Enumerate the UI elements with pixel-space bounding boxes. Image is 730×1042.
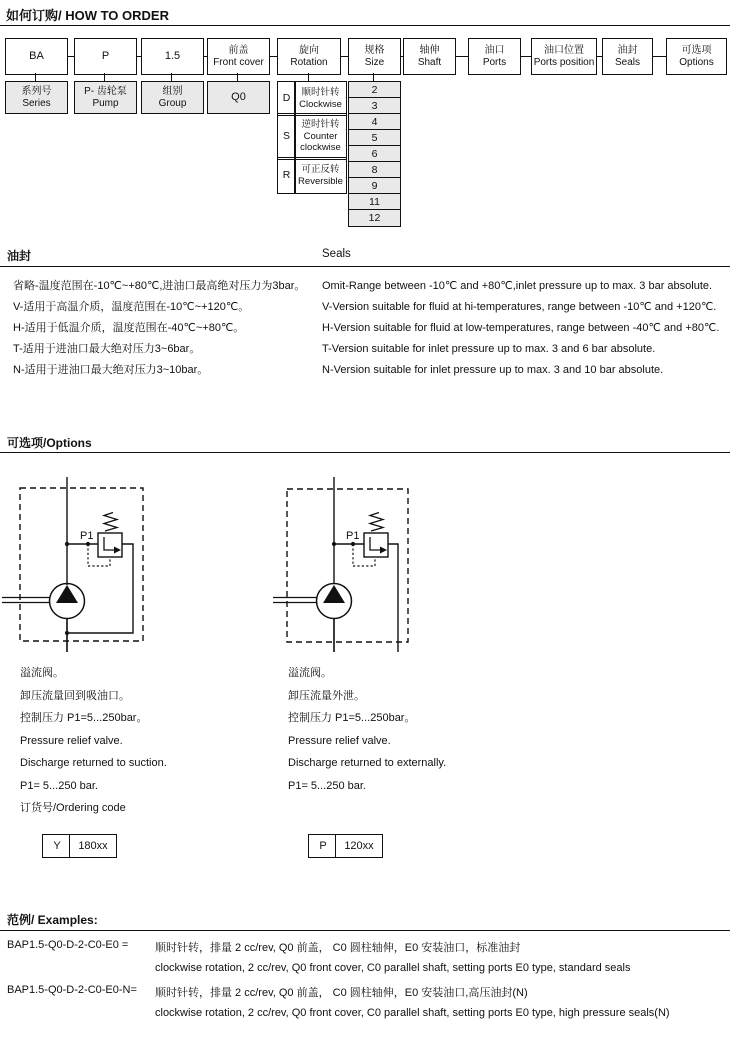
flow-connector: [67, 56, 74, 57]
ordering-code-value-right: 120xx: [335, 834, 383, 858]
flow-connector: [203, 56, 207, 57]
ordering-code-prefix-right: P: [308, 834, 338, 858]
flow-connector: [400, 56, 403, 57]
example-cn-desc: 顺时针转，排量 2 cc/rev, Q0 前盖， C0 圆柱轴伸，E0 安装油口，标准油封: [155, 942, 521, 954]
spring-icon: [104, 513, 117, 532]
flow-connector: [269, 56, 277, 57]
example-code: BAP1.5-Q0-D-2-C0-E0 =: [7, 939, 129, 951]
flow-connector: [596, 56, 602, 57]
size-item: 3: [348, 97, 401, 115]
rotation-code-s: S: [277, 113, 296, 160]
discharge-external-line: [388, 544, 398, 652]
ordering-code-value-left: 180xx: [69, 834, 117, 858]
flow-box-pump: P: [74, 38, 137, 75]
flow-tick: [35, 73, 36, 81]
example-en-desc: clockwise rotation, 2 cc/rev, Q0 front cover, C0 parallel shaft, setting ports E0 type, high pressure seals(N): [155, 1007, 670, 1019]
flow-connector: [136, 56, 141, 57]
size-item: 9: [348, 177, 401, 195]
examples-header: 范例/ Examples:: [7, 913, 98, 927]
flow-tick: [104, 73, 105, 81]
seals-en-text: Omit-Range between -10℃ and +80℃,inlet pressure up to max. 3 bar absolute. V-Version suitable for fluid at hi-temperatures, range between -10℃ and +120℃. H-Version suitable for fluid at low-temperatures, range between -40℃ and +80℃. T-Version suitable for inlet pressure up to max. 3 and 6 bar absolute. N-Version suitable for inlet pressure up to max. 3 and 10 bar absolute.: [322, 280, 720, 376]
options-right-text: 溢流阀。 卸压流量外泄。 控制压力 P1=5...250bar。 Pressure relief valve. Discharge returned to externally. P1= 5...250 bar.: [288, 667, 447, 792]
junction-dot: [86, 542, 90, 546]
flow-box-shaft: 轴伸 Shaft: [403, 38, 456, 75]
seals-header-en: Seals: [322, 248, 351, 260]
options-header: 可选项/Options: [7, 436, 92, 450]
options-left-text: 溢流阀。 卸压流量回到吸油口。 控制压力 P1=5...250bar。 Pressure relief valve. Discharge returned to suction. P1= 5...250 bar. 订货号/Ordering code: [20, 667, 167, 814]
seals-cn-text: 省略-温度范围在-10℃~+80℃,进油口最高绝对压力为3bar。 V-适用于高温介质，温度范围在-10℃~+120℃。 H-适用于低温介质，温度范围在-40℃~+80℃。 T-适用于进油口最大绝对压力3~6bar。 N-适用于进油口最大绝对压力3~10bar。: [13, 280, 306, 376]
rotation-code-r: R: [277, 157, 296, 194]
size-item: 6: [348, 145, 401, 163]
junction-dot: [65, 542, 69, 546]
circuit-diagram-suction: [0, 473, 170, 658]
example-cn-desc: 顺时针转，排量 2 cc/rev, Q0 前盖， C0 圆柱轴伸，E0 安装油口,高压油封(N): [155, 987, 528, 999]
relief-valve-icon: [364, 533, 388, 557]
size-item: 4: [348, 113, 401, 131]
size-item: 11: [348, 193, 401, 211]
rotation-desc-s: 逆时针转 Counter clockwise: [294, 113, 347, 160]
flow-box-group: 1.5: [141, 38, 204, 75]
page-title: 如何订购/ HOW TO ORDER: [6, 8, 169, 23]
flow-tick: [171, 73, 172, 81]
relief-valve-icon: [98, 533, 122, 557]
size-item: 8: [348, 161, 401, 179]
rotation-code-d: D: [277, 81, 296, 116]
flow-box-ports: 油口 Ports: [468, 38, 521, 75]
size-item: 12: [348, 209, 401, 227]
flow-sub-front-cover-value: Q0: [207, 81, 270, 114]
seals-divider: [0, 266, 730, 267]
flow-connector: [340, 56, 348, 57]
size-item: 2: [348, 81, 401, 99]
flow-sub-pump: P- 齿轮泵 Pump: [74, 81, 137, 114]
rotation-desc-d: 顺时针转 Clockwise: [294, 81, 347, 116]
flow-connector: [652, 56, 666, 57]
examples-divider: [0, 930, 730, 931]
p1-label: P1: [80, 530, 94, 542]
flow-box-front-cover: 前盖 Front cover: [207, 38, 270, 75]
pump-boundary-dashed: [287, 489, 408, 642]
junction-dot: [332, 542, 336, 546]
example-code: BAP1.5-Q0-D-2-C0-E0-N=: [7, 984, 137, 996]
flow-connector: [520, 56, 531, 57]
flow-box-rotation: 旋向 Rotation: [277, 38, 341, 75]
flow-box-ports-position: 油口位置 Ports position: [531, 38, 597, 75]
pump-boundary-dashed: [20, 488, 143, 641]
flow-connector: [455, 56, 468, 57]
options-divider: [0, 452, 730, 453]
flow-box-series: BA: [5, 38, 68, 75]
circuit-diagram-external: [268, 473, 438, 658]
flow-tick: [373, 73, 374, 81]
title-divider: [0, 25, 730, 26]
flow-tick: [237, 73, 238, 81]
flow-sub-group: 组别 Group: [141, 81, 204, 114]
junction-dot: [351, 542, 355, 546]
flow-sub-series: 系列号 Series: [5, 81, 68, 114]
rotation-desc-r: 可正反转 Reversible: [294, 157, 347, 194]
size-item: 5: [348, 129, 401, 147]
flow-box-size: 规格 Size: [348, 38, 401, 75]
example-en-desc: clockwise rotation, 2 cc/rev, Q0 front cover, C0 parallel shaft, setting ports E0 type, standard seals: [155, 962, 631, 974]
spring-icon: [370, 513, 383, 532]
seals-header-cn: 油封: [7, 249, 32, 263]
ordering-code-prefix-left: Y: [42, 834, 72, 858]
p1-label: P1: [346, 530, 360, 542]
flow-box-options: 可选项 Options: [666, 38, 727, 75]
flow-box-seals: 油封 Seals: [602, 38, 653, 75]
flow-tick: [308, 73, 309, 81]
